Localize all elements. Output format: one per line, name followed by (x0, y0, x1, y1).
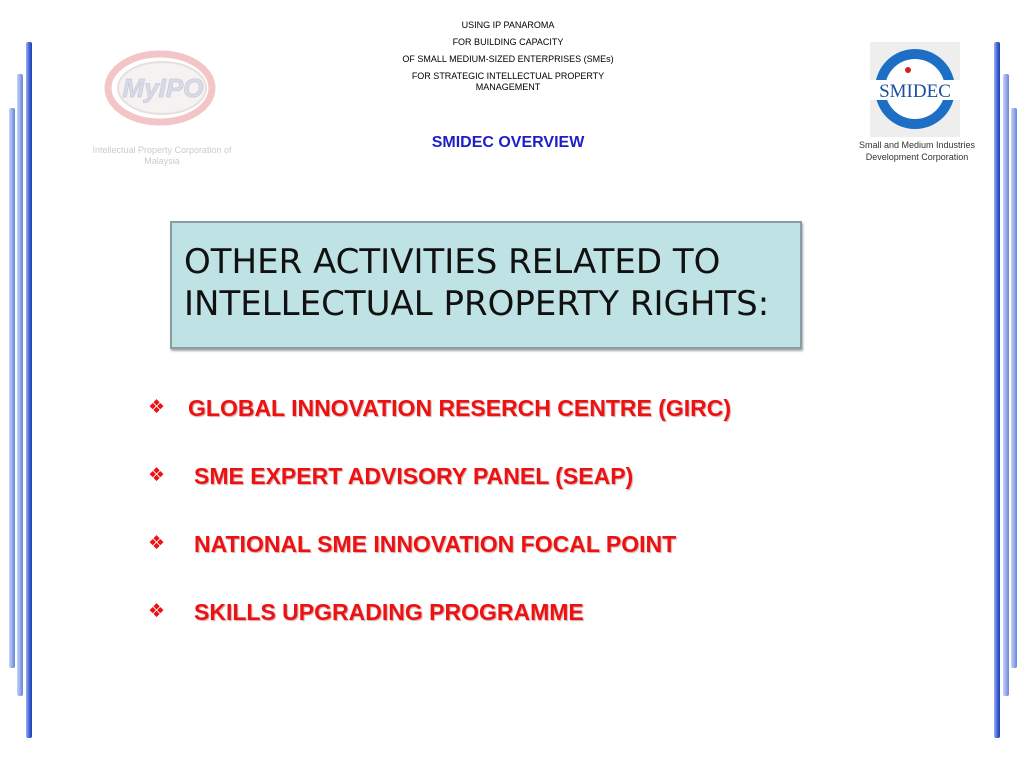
header-text (395, 20, 621, 99)
diamond-bullet-icon: ❖ (148, 464, 166, 486)
list-item: SME EXPERT ADVISORY PANEL (SEAP) (194, 463, 634, 489)
left-decor-bar-1 (26, 42, 32, 738)
header-line: FOR BUILDING CAPACITY (452, 37, 564, 47)
title-box (170, 221, 802, 349)
left-decor-bar-2 (17, 74, 23, 696)
right-decor-bar-3 (1011, 108, 1017, 668)
left-decor-bar-3 (9, 108, 15, 668)
diamond-bullet-icon: ❖ (148, 600, 166, 622)
myipo-wordmark: MyIPO (122, 73, 204, 103)
diamond-bullet-icon: ❖ (148, 396, 166, 418)
diamond-bullet-icon: ❖ (148, 532, 166, 554)
smidec-logo (870, 42, 960, 137)
myipo-caption: Intellectual Property Corporation of Malaysia (92, 145, 232, 166)
list-item: SKILLS UPGRADING PROGRAMME (194, 599, 584, 625)
header-line: OF SMALL MEDIUM-SIZED ENTERPRISES (SMEs) (402, 54, 614, 64)
title-line-1: OTHER ACTIVITIES RELATED TO (184, 242, 721, 282)
overview-heading: SMIDEC OVERVIEW (431, 134, 585, 151)
header-line: FOR STRATEGIC INTELLECTUAL PROPERTY MANAGEMENT (411, 71, 605, 92)
smidec-logo-icon (870, 42, 960, 137)
right-decor-bar-1 (994, 42, 1000, 738)
right-decor-bar-2 (1003, 74, 1009, 696)
title-line-2: INTELLECTUAL PROPERTY RIGHTS: (184, 284, 770, 324)
myipo-logo-icon (88, 42, 238, 142)
smidec-wordmark: SMIDEC (879, 81, 951, 102)
list-item: NATIONAL SME INNOVATION FOCAL POINT (194, 531, 677, 557)
list-item: GLOBAL INNOVATION RESERCH CENTRE (GIRC) (188, 395, 732, 421)
smidec-caption: Small and Medium Industries Development Corporation (858, 140, 976, 162)
header-line: USING IP PANAROMA (461, 20, 555, 30)
